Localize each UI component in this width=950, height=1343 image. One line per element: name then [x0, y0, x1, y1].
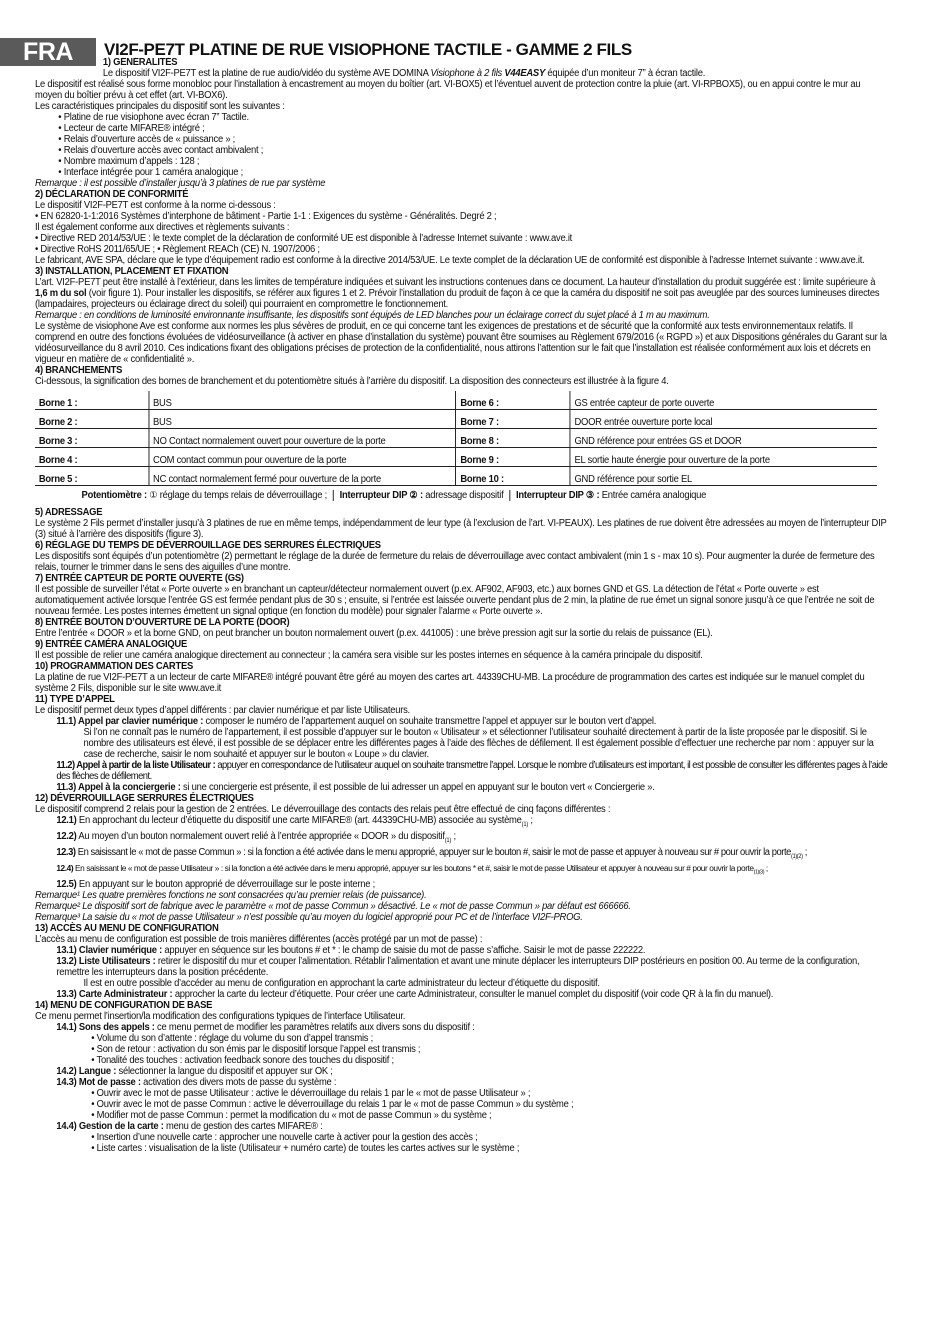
section-6-heading: 6) RÉGLAGE DU TEMPS DE DÉVERROUILLAGE DES SERRURES ÉLECTRIQUES: [35, 540, 381, 552]
page-title: VI2F-PE7T PLATINE DE RUE VISIOPHONE TACTILE - GAMME 2 FILS: [104, 40, 632, 59]
call-type-continuation: Si l’on ne connaît pas le numéro de l’appartement, il est possible d’appuyer sur le bouton « Utilisateur » et sélectionner l’utilisateur souhaité directement à partir de la liste proposée par le dispositif. Si le nombre des utilisateurs est élevé, il est possible de se déplacer entre les différentes pages à l’aide des flèches de défilement. Il est également possible d’effectuer une recherche par nom : appuyer sur la case de recherche, saisir le nom souhaité et appuyer sur le bouton « Loupe » du clavier.: [83, 727, 874, 761]
unlock-item: 12.3) En saisissant le « mot de passe Commun » : si la fonction a été activée dans le menu approprié, appuyer sur le bouton #, saisir le mot de passe et appuyer à nouveau sur # pour ouvrir la porte$_{(1)(2)}$ ;: [56, 846, 807, 860]
base-menu-bullet: • Ouvrir avec le mot de passe Utilisateur : active le déverrouillage du relais 1 par le « mot de passe Utilisateur » ;: [91, 1087, 531, 1099]
table-row: Borne 5 : NC contact normalement fermé pour ouverture de la porte Borne 10 : GND référence pour sortie EL: [35, 467, 877, 486]
base-menu-item: 14.4) Gestion de la carte : menu de gestion des cartes MIFARE® :: [56, 1120, 323, 1132]
section-12-heading: 12) DÉVERROUILLAGE SERRURES ÉLECTRIQUES: [35, 793, 254, 805]
section-1-intro: Le dispositif VI2F-PE7T est la platine de rue audio/vidéo du système AVE DOMINA Visiophone à 2 fils V44EASY équipée d’un moniteur 7” à écran tactile.: [102, 68, 706, 79]
section-3-heading: 3) INSTALLATION, PLACEMENT ET FIXATION: [35, 266, 229, 277]
call-type-item: 11.2) Appel à partir de la liste Utilisateur : appuyer en correspondance de l’utilisateur auquel on souhaite transmettre l’appel. Lorsque le nombre d’utilisateurs est important, il est possible de consulter les différentes pages à l’aide des flèches de défilement.: [56, 760, 888, 783]
table-row: Borne 3 : NO Contact normalement ouvert pour ouverture de la porte Borne 8 : GND référence pour entrées GS et DOOR: [35, 429, 877, 448]
section-2-line: • EN 62820-1-1:2016 Systèmes d’interphone de bâtiment - Partie 1-1 : Exigences du système - Généralités. Degré 2 ;: [35, 211, 497, 222]
section-12-intro: Le dispositif comprend 2 relais pour la gestion de 2 entrées. Le déverrouillage des contacts des relais peut être effectué de cinq façons différentes :: [35, 804, 611, 816]
section-14-heading: 14) MENU DE CONFIGURATION DE BASE: [35, 999, 213, 1011]
unlock-item: 12.1) En approchant du lecteur d’étiquette du dispositif une carte MIFARE® (art. 44339CHU-MB) associée au système$_{(1)}$ ;: [56, 815, 533, 828]
base-menu-bullet: • Liste cartes : visualisation de la liste (Utilisateur + numéro carte) de toutes les cartes actives sur le système ;: [91, 1142, 520, 1154]
section-2-line: • Directive RoHS 2011/65/UE ; • Règlement REACh (CE) N. 1907/2006 ;: [35, 244, 320, 255]
table-row: Borne 2 : BUS Borne 7 : DOOR entrée ouverture porte local: [35, 410, 877, 429]
section-8-text: Entre l’entrée « DOOR » et la borne GND, on peut brancher un bouton normalement ouvert (p.ex. 441005) : une brève pression agit sur la sortie du relais de puissance (EL).: [35, 628, 713, 640]
section-4-intro: Ci-dessous, la signification des bornes de branchement et du potentiomètre situés à l’arrière du dispositif. La disposition des connecteurs est illustrée à la figure 4.: [35, 376, 669, 387]
section-1-remark: Remarque : il est possible d’installer jusqu’à 3 platines de rue par système: [35, 178, 326, 189]
section-1-features-intro: Les caractéristiques principales du dispositif sont les suivantes :: [35, 101, 285, 112]
unlock-item: 12.4) En saisissant le « mot de passe Utilisateur » : si la fonction a été activée dans le menu approprié, appuyer sur les boutons * et #, saisir le mot de passe Utilisateur et appuyer à nouveau sur # pour ouvrir la porte$_{(1)(3)}$ ;: [56, 862, 768, 876]
section-2-line: • Directive RED 2014/53/UE : le texte complet de la déclaration de conformité UE est disponible à l’adresse Internet suivante : www.ave.it: [35, 233, 573, 244]
section-4-heading: 4) BRANCHEMENTS: [35, 365, 123, 376]
base-menu-item: 14.3) Mot de passe : activation des divers mots de passe du système :: [56, 1076, 337, 1088]
section-2-line: Le dispositif VI2F-PE7T est conforme à la norme ci-dessous :: [35, 200, 276, 211]
section-11-intro: Le dispositif permet deux types d’appel différents : par clavier numérique et par liste Utilisateurs.: [35, 705, 410, 717]
feature-item: • Relais d’ouverture accès de « puissance » ;: [58, 134, 236, 145]
section-3-remark: Remarque : en conditions de luminosité environnante insuffisante, les dispositifs sont équipés de LED blanches pour un éclairage correct du sujet placé à 1 m au maximum.: [35, 310, 710, 321]
section-8-heading: 8) ENTRÉE BOUTON D’OUVERTURE DE LA PORTE (DOOR): [35, 617, 290, 629]
config-access-continuation: Il est en outre possible d’accéder au menu de configuration en approchant la carte administrateur du lecteur d’étiquette du dispositif.: [83, 977, 600, 989]
section-2-line: Le fabricant, AVE SPA, déclare que le type d’équipement radio est conforme à la directive 2014/53/UE. Le texte complet de la déclaration UE de conformité est disponible à l’adresse Internet suivante : www.ave.it.: [35, 255, 865, 266]
section-3-privacy: Le système de visiophone Ave est conforme aux normes les plus sévères de produit, en ce qui concerne tant les exigences de prestations et de sécurité que la conformité aux tests environnementaux relatifs. Il comprend en outre des fonctions évoluées de vidéosurveillance (à activer en phase d’installation du système) pouvant être soumises au Règlement 679/2016 (« RGPD ») et aux Dispositions générales du Garant sur la vidéosurveillance du 8 avril 2010. Ces indications fixant des obligations précises de protection de la confidentialité, nous attirons l’attention sur le fait que l’installation est réalisée conformément aux lois et décrets en vigueur en matière de « confidentialité ».: [35, 321, 887, 365]
section-7-text: Il est possible de surveiller l’état « Porte ouverte » en branchant un capteur/détecteur normalement ouvert (p.ex. AF902, AF903, etc.) aux bornes GND et GS. La détection de l’état « Porte ouverte » est automatiquement activée lorsque l’entrée GS est fermée pendant plus de 30 s ; ensuite, si l’entrée est laissée ouverte pendant plus de 2 min, la platine de rue émet un signal sonore jusqu’à ce que l’entrée ne soit de nouveau fermée. Les postes internes émettent un signal optique (en fonction du modèle) pour signaler l’alarme « Porte ouverte ».: [35, 584, 875, 618]
base-menu-bullet: • Ouvrir avec le mot de passe Commun : active le déverrouillage du relais 1 par le « mot de passe Commun » du système ;: [91, 1098, 574, 1110]
section-5-heading: 5) ADRESSAGE: [35, 507, 103, 519]
section-14-intro: Ce menu permet l’insertion/la modification des configurations typiques de l’interface Utilisateur.: [35, 1010, 406, 1022]
base-menu-item: 14.2) Langue : sélectionner la langue du dispositif et appuyer sur OK ;: [56, 1065, 333, 1077]
potentiometer-legend: Potentiomètre : ① réglage du temps relais de déverrouillage ; Interrupteur DIP ② : adressage dispositif Interrupteur DIP ③ : Entrée caméra analogique: [81, 490, 707, 502]
feature-item: • Platine de rue visiophone avec écran 7” Tactile.: [58, 112, 249, 123]
section-7-heading: 7) ENTRÉE CAPTEUR DE PORTE OUVERTE (GS): [35, 573, 244, 585]
section-2-line: Il est également conforme aux directives et règlements suivants :: [35, 222, 290, 233]
base-menu-item: 14.1) Sons des appels : ce menu permet de modifier les paramètres relatifs aux divers sons du dispositif :: [56, 1021, 475, 1033]
table-row: Borne 1 : BUS Borne 6 : GS entrée capteur de porte ouverte: [35, 391, 877, 410]
terminal-table: [35, 391, 877, 486]
config-access-item: 13.1) Clavier numérique : appuyer en séquence sur les boutons # et * : le champ de saisie du mot de passe s’affiche. Saisir le mot de passe 222222.: [56, 944, 646, 956]
base-menu-bullet: • Tonalité des touches : activation feedback sonore des touches du dispositif ;: [91, 1054, 394, 1066]
unlock-item: 12.5) En appuyant sur le bouton approprié de déverrouillage sur le poste interne ;: [56, 878, 375, 890]
unlock-item: 12.2) Au moyen d’un bouton normalement ouvert relié à l’entrée appropriée « DOOR » du dispositif$_{(1)}$ ;: [56, 831, 456, 844]
section-1-heading: 1) GÉNÉRALITÉS: [102, 57, 178, 68]
feature-item: • Lecteur de carte MIFARE® intégré ;: [58, 123, 205, 134]
section-11-heading: 11) TYPE D’APPEL: [35, 694, 115, 706]
section-10-text: La platine de rue VI2F-PE7T a un lecteur de carte MIFARE® intégré pouvant être géré au moyen des cartes art. 44339CHU-MB. La procédure de programmation des cartes est indiquée sur le manuel complet du système 2 Fils, disponible sur le site www.ave.it: [35, 672, 865, 695]
section-1-text: Le dispositif est réalisé sous forme monobloc pour l’installation à encastrement au moyen du boîtier (art. VI-BOX5) et l’éventuel auvent de protection contre la pluie (art. VI-RPBOX5), ou en appui contre le mur au moyen du boîtier prévu à cet effet (art. VI-BOX6).: [35, 79, 861, 101]
section-9-heading: 9) ENTRÉE CAMÉRA ANALOGIQUE: [35, 639, 188, 651]
section-12-remark: Remarque³ La saisie du « mot de passe Utilisateur » n’est possible qu’au moyen du logiciel approprié pour PC et de l’interface VI2F-PROG.: [35, 911, 583, 923]
section-12-remark: Remarque¹ Les quatre premières fonctions ne sont consacrées qu’au premier relais (de puissance).: [35, 889, 427, 901]
call-type-item: 11.1) Appel par clavier numérique : composer le numéro de l’appartement auquel on souhaite transmettre l’appel et appuyer sur le bouton vert d’appel.: [56, 716, 657, 728]
section-9-text: Il est possible de relier une caméra analogique directement au connecteur ; la caméra sera visible sur les postes internes en séquence à la caméra principale du dispositif.: [35, 650, 703, 662]
base-menu-bullet: • Son de retour : activation du son émis par le dispositif lorsque l’appel est transmis ;: [91, 1043, 421, 1055]
call-type-item: 11.3) Appel à la conciergerie : si une conciergerie est présente, il est possible de lui adresser un appel en appuyant sur le bouton vert « Conciergerie ».: [56, 782, 655, 794]
config-access-item: 13.3) Carte Administrateur : approcher la carte du lecteur d’étiquette. Pour créer une carte Administrateur, consulter le manuel complet du dispositif (voir code QR à la fin du manuel).: [56, 988, 774, 1000]
section-2-heading: 2) DÉCLARATION DE CONFORMITÉ: [35, 189, 189, 200]
base-menu-bullet: • Volume du son d’attente : réglage du volume du son d’appel transmis ;: [91, 1032, 373, 1044]
base-menu-bullet: • Insertion d’une nouvelle carte : approcher une nouvelle carte à activer pour la gestion des accès ;: [91, 1131, 478, 1143]
feature-item: • Interface intégrée pour 1 caméra analogique ;: [58, 167, 243, 178]
section-5-text: Le système 2 Fils permet d’installer jusqu’à 3 platines de rue en même temps, indépendamment de leur type (à l’exclusion de l’art. VI-PEAUX). Les platines de rue doivent être adressées au moyen de l’interrupteur DIP (3) situé à l’arrière des dispositifs (figure 3).: [35, 518, 887, 541]
base-menu-bullet: • Modifier mot de passe Commun : permet la modification du « mot de passe Commun » du système ;: [91, 1109, 492, 1121]
document-body: [35, 38, 889, 1154]
feature-item: • Relais d’ouverture accès avec contact ambivalent ;: [58, 145, 264, 156]
section-13-intro: L’accès au menu de configuration est possible de trois manières différentes (accès protégé par un mot de passe) :: [35, 933, 483, 945]
section-10-heading: 10) PROGRAMMATION DES CARTES: [35, 661, 194, 673]
section-3-text: L’art. VI2F-PE7T peut être installé à l’extérieur, dans les limites de température indiquées et suivant les instructions contenues dans ce document. La hauteur d’installation du produit suggérée est : limite supérieure à 1,6 m du sol (voir figure 1). Pour installer les dispositifs, se référer aux figures 1 et 2. Prévoir l’installation du produit de façon à ce que la caméra du dispositif ne soit pas aveuglée par des sources lumineuses directes (lampadaires, projecteurs ou éclairage direct du soleil) qui pourraient en compromettre le fonctionnement.: [35, 277, 880, 310]
config-access-item: 13.2) Liste Utilisateurs : retirer le dispositif du mur et couper l’alimentation. Rétablir l’alimentation et avant une minute déplacer les interrupteurs DIP postérieurs en position 00. Au terme de la configuration, remettre les interrupteurs dans la position précédente.: [56, 955, 860, 978]
section-13-heading: 13) ACCÈS AU MENU DE CONFIGURATION: [35, 922, 219, 934]
section-12-remark: Remarque² Le dispositif sort de fabrique avec le paramètre « mot de passe Commun » désactivé. Le « mot de passe Commun » par défaut est 666666.: [35, 900, 631, 912]
feature-item: • Nombre maximum d’appels : 128 ;: [58, 156, 200, 167]
language-tab: FRA: [0, 38, 96, 66]
section-6-text: Les dispositifs sont équipés d’un potentiomètre (2) permettant le réglage de la durée de fermeture du relais de déverrouillage avec contact ambivalent (min 1 s - max 10 s). Pour augmenter la durée de fermeture des relais, tourner le trimmer dans le sens des aiguilles d’une montre.: [35, 551, 875, 574]
table-row: Borne 4 : COM contact commun pour ouverture de la porte Borne 9 : EL sortie haute énergie pour ouverture de la porte: [35, 448, 877, 467]
